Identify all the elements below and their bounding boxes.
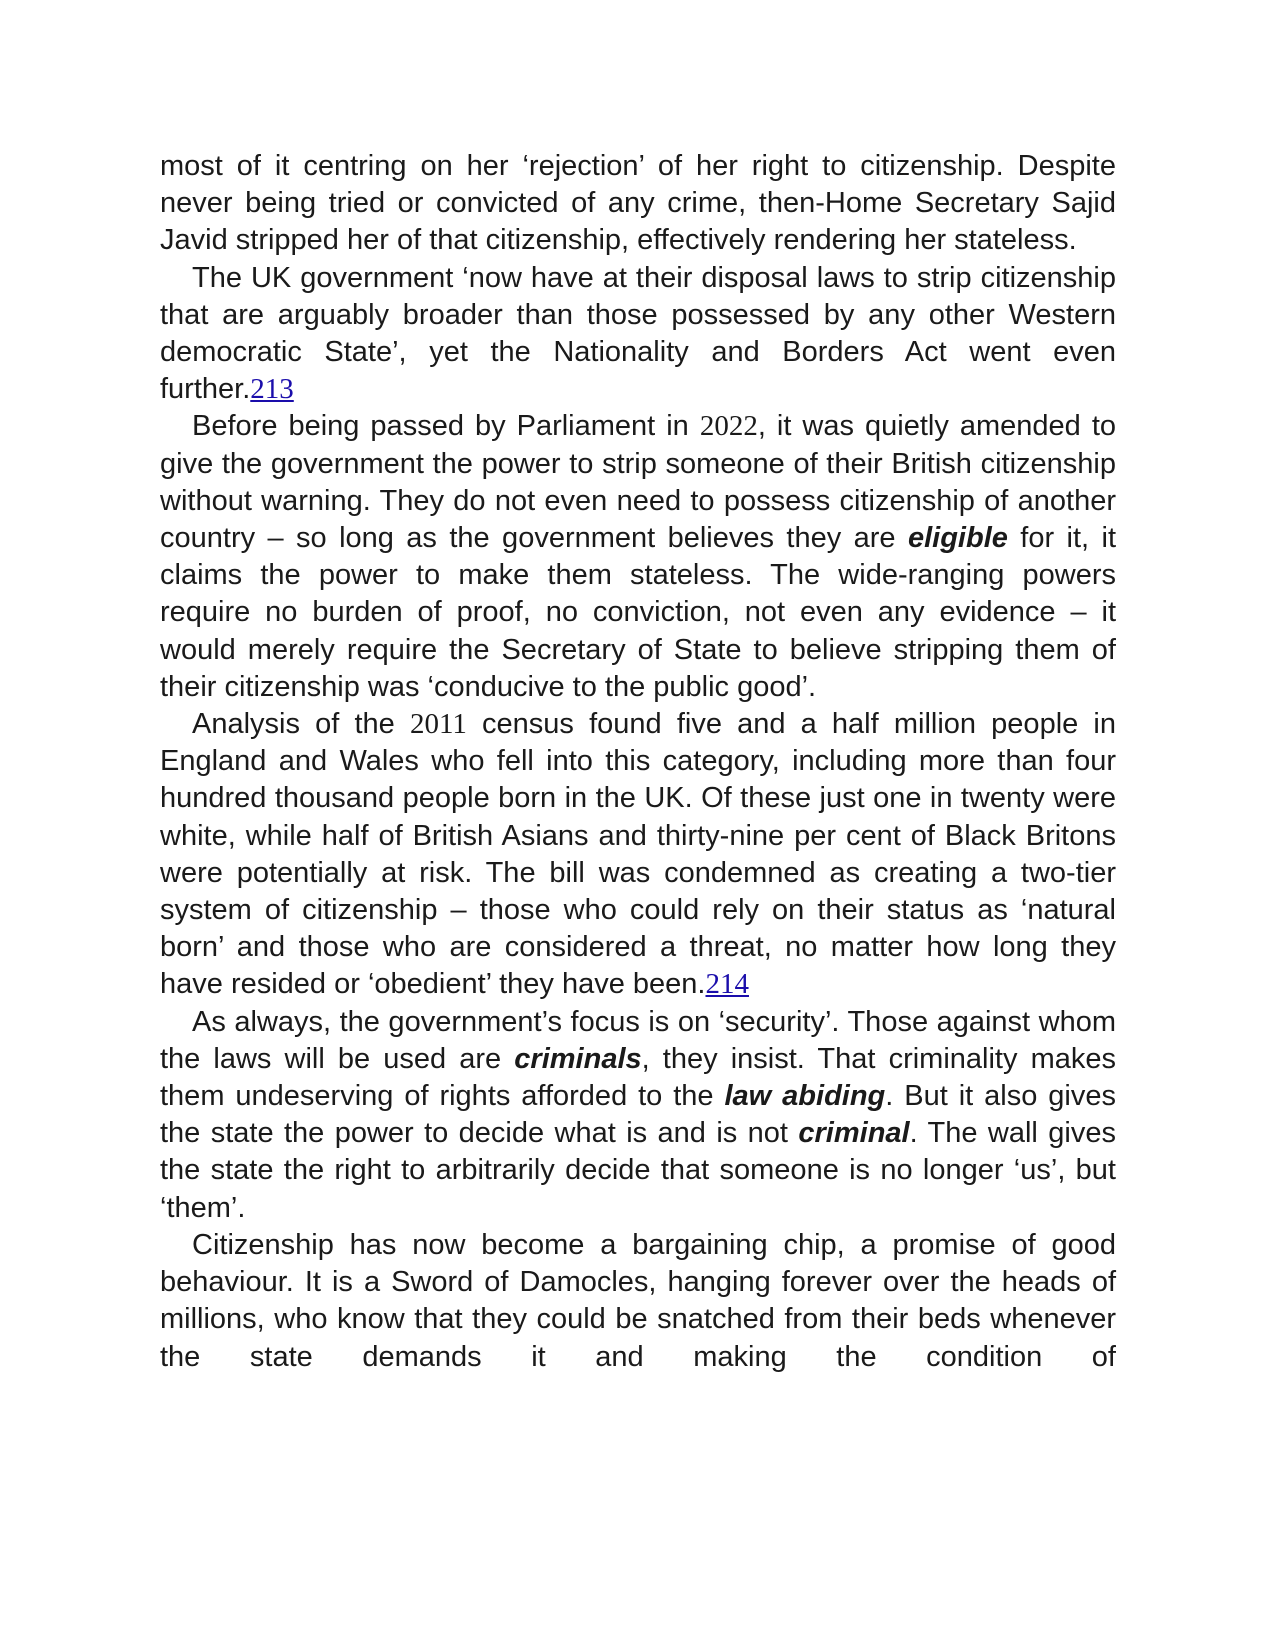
year-2022: 2022: [699, 410, 758, 443]
paragraph-3-text-a: Before being passed by Parliament in: [192, 410, 700, 443]
paragraph-4-text-b: census found five and a half million people in England and Wales who fell into this category, including more than four hundred thousand people born in the UK. Of these just one in twenty were white, while half of British Asians and thirty-nine per cent of Black Britons were potentially at risk. The bill was condemned as creating a two-tier system of citizenship – those who could rely on their status as ‘natural born’ and those who are considered a threat, no matter how long they have resided or ‘obedient’ they have been.: [160, 708, 1116, 1001]
paragraph-3: [160, 408, 1116, 706]
emphasis-criminal: criminal: [798, 1117, 910, 1150]
paragraph-5-text-c: . But it also gives the state the power to decide what is and is not: [160, 1080, 1116, 1150]
footnote-link-213[interactable]: 213: [250, 373, 294, 406]
paragraph-5-text-b: , they insist. That criminality makes them undeserving of rights afforded to the: [160, 1042, 1116, 1113]
emphasis-law-abiding: law abiding: [724, 1080, 886, 1113]
paragraph-2-text: The UK government ‘now have at their disposal laws to strip citizenship that are arguably broader than those possessed by any other Western democratic State’, yet the Nationality and Borders Act went even further.: [160, 261, 1116, 406]
paragraph-6-text: Citizenship has now become a bargaining chip, a promise of good behaviour. It is a Sword of Damocles, hanging forever over the heads of millions, who know that they could be snatched from their beds whenever the state demands it and making the condition of: [160, 1228, 1116, 1373]
paragraph-5-text-d: . The wall gives the state the right to arbitrarily decide that someone is no longer ‘us’, but ‘them’.: [160, 1117, 1116, 1224]
paragraph-3-text-b: , it was quietly amended to give the government the power to strip someone of their British citizenship without warning. They do not even need to possess citizenship of another country – so long as the government believes they are: [160, 410, 1117, 555]
page-body: [160, 148, 1116, 1376]
paragraph-4: [160, 706, 1116, 1004]
paragraph-5-text-a: As always, the government’s focus is on ‘security’. Those against whom the laws will be used are: [160, 1005, 1116, 1075]
emphasis-eligible: eligible: [907, 522, 1008, 555]
paragraph-1-text: most of it centring on her ‘rejection’ of her right to citizenship. Despite never being tried or convicted of any crime, then-Home Secretary Sajid Javid stripped her of that citizenship, effectively rendering her stateless.: [160, 150, 1116, 257]
paragraph-4-text-a: Analysis of the: [192, 708, 410, 741]
year-2011: 2011: [409, 708, 467, 741]
paragraph-1: [160, 148, 1116, 260]
paragraph-5: [160, 1004, 1116, 1227]
paragraph-3-text-c: for it, it claims the power to make them stateless. The wide-ranging powers require no burden of proof, no conviction, not even any evidence – it would merely require the Secretary of State to believe stripping them of their citizenship was ‘conducive to the public good’.: [160, 522, 1117, 703]
footnote-link-214[interactable]: 214: [705, 968, 749, 1001]
paragraph-2: [160, 260, 1116, 409]
paragraph-6: [160, 1227, 1116, 1376]
emphasis-criminals: criminals: [514, 1042, 642, 1075]
